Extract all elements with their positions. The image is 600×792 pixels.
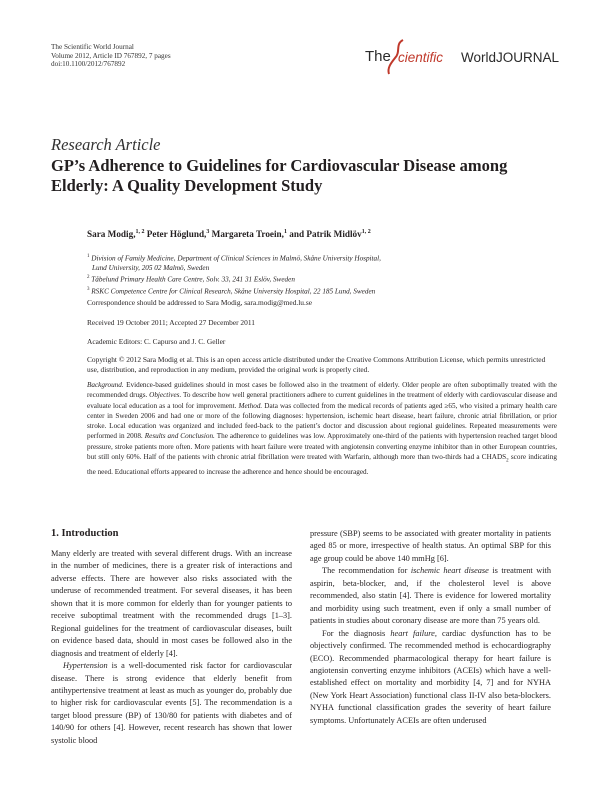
volume-info: Volume 2012, Article ID 767892, 7 pages [51, 51, 171, 60]
paragraph: The recommendation for ischemic heart disease is treatment with aspirin, beta-blocker, and, if the cholesterol level is above recommended, also statin [4]. There is evidence for lowered mortality and morbidity using such treatment, even if only a small number of patients in studies about coronary disease are more than 75 years old. [310, 566, 551, 626]
affiliation: $^1$ Division of Family Medicine, Department of Clinical Sciences in Malmö, Skåne University Hospital, [87, 254, 381, 263]
academic-editors: Academic Editors: C. Capurso and J. C. Geller [87, 337, 226, 346]
abstract-objectives-label: Objectives. [149, 391, 182, 400]
article-title: GP’s Adherence to Guidelines for Cardiovascular Disease among Elderly: A Quality Development Study [51, 156, 508, 195]
paragraph: Many elderly are treated with several different drugs. With an increase in the number of medicines, there is a greater risk of interactions and adverse effects. There are however also risks associated with the underuse of recommended treatment. For several diseases, it has been shown that it is more common for elderly than for younger patients to receive suboptimal treatment with the recommended drugs [1–3]. Regional guidelines for the treatment of cardiovascular diseases, built on evidence based data, should in most cases be followed also in the diagnosis and treatment of elderly [4]. [51, 549, 292, 658]
received-dates: Received 19 October 2011; Accepted 27 December 2011 [87, 318, 255, 327]
doi: doi:10.1100/2012/767892 [51, 60, 126, 69]
author-name: Margareta Troein, [209, 229, 284, 240]
affiliation: $^3$ RSKC Competence Centre for Clinical Research, Skåne University Hospital, 22 185 Lund, Sweden [87, 286, 376, 296]
affiliations [87, 252, 557, 296]
logo-worldjournal: WorldJOURNAL [461, 50, 560, 65]
section-heading: 1. Introduction [51, 528, 119, 539]
copyright-notice: Copyright © 2012 Sara Modig et al. This is an open access article distributed under the Creative Commons Attribution License, which permits unrestricted use, distribution, and reproduction in any medium, provided the original work is properly cited. [87, 355, 546, 374]
author-name: Sara Modig, [87, 229, 136, 240]
author-affil-sup: 1, 2 [361, 229, 371, 235]
author-name: and Patrik Midlöv [286, 229, 362, 240]
author-name: Peter Höglund, [144, 229, 207, 240]
journal-header [51, 43, 171, 69]
author-affil-sup: 1 [283, 229, 287, 235]
logo-the: The [365, 48, 391, 65]
affiliation: $^2$ Tåbelund Primary Health Care Centre, Solv. 33, 241 31 Eslöv, Sweden [87, 275, 295, 284]
author-list [87, 229, 371, 239]
logo-scientific: cientific [398, 50, 444, 65]
abstract-results-label: Results and Conclusion. [144, 432, 215, 441]
journal-name: The Scientific World Journal [51, 43, 134, 51]
paragraph: Hypertension is a well-documented risk factor for cardiovascular disease. There is strong evidence that elderly benefit from antihypertensive treatment at least as much as younger do, probably due to higher risk for cardiovascular events [5]. The recommendation is a target blood pressure (BP) of 130/80 for patients with diabetes and of 140/90 for others [4]. However, recent research has shown that lower systolic blood [51, 661, 292, 745]
abstract: Background. Evidence-based guidelines should in most cases be followed also in the treatment of elderly. Older people are often suboptimally treated with the recommended drugs. Objectives. To describe how well general practitioners adhere to current guidelines in the treatment of elderly with cardiovascular disease and evaluate local education as a tool for improvement. Method. Data was collected from the medical records of patients aged ≥65, who visited a primary health care center in Sweden 2006 and had one or more of the following diagnoses: hypertension, ischemic heart disease, heart failure, chronic atrial fibrillation, or prior stroke. Local education was organized and included feed-back to the patient’s doctor and discussion about regional guidelines. Repeated measurements were performed in 2008. Results and Conclusion. The adherence to guidelines was low. Approximately one-third of the patients with hypertension reached target blood pressure, stroke patients more often. More patients with heart failure were treated with angiotensin converting enzyme inhibitor than in other European countries, but still only 60%. Half of the patients with chronic atrial fibrillation were treated with Warfarin, although more than two-thirds had a $CHADS_2$ score indicating the need. Educational efforts appeared to increase the adherence and hence should be encouraged. [87, 381, 558, 476]
affiliation: Lund University, 205 02 Malmö, Sweden [92, 264, 210, 273]
correspondence: Correspondence should be addressed to Sara Modig, sara.modig@med.lu.se [87, 298, 312, 307]
author-affil-sup: 3 [206, 229, 210, 235]
author-affil-sup: 1, 2 [135, 229, 145, 235]
paragraph: pressure (SBP) seems to be associated with greater mortality in patients aged 85 or more, irrespective of health status. An optimal SBP for this age group could be above 140 mmHg [6]. [310, 529, 551, 563]
left-column [51, 548, 292, 747]
article-type: Research Article [51, 135, 161, 154]
paragraph: For the diagnosis heart failure, cardiac dysfunction has to be objectively confirmed. The recommended method is echocardiography (ECO). Recommended pharmacological therapy for heart failure is angiotensin converting enzyme inhibitors (ACEIs) which have a well-established effect on mortality and morbidity [4, 7] and for NYHA (New York Heart Association) functional class II-IV also beta-blockers. NYHA functional classification grades the severity of heart failure symptoms. Unfortunately ACEIs are often underused [310, 628, 551, 725]
abstract-background-label: Background. [87, 381, 124, 389]
abstract-method-label: Method. [238, 401, 263, 410]
right-column [310, 528, 551, 727]
